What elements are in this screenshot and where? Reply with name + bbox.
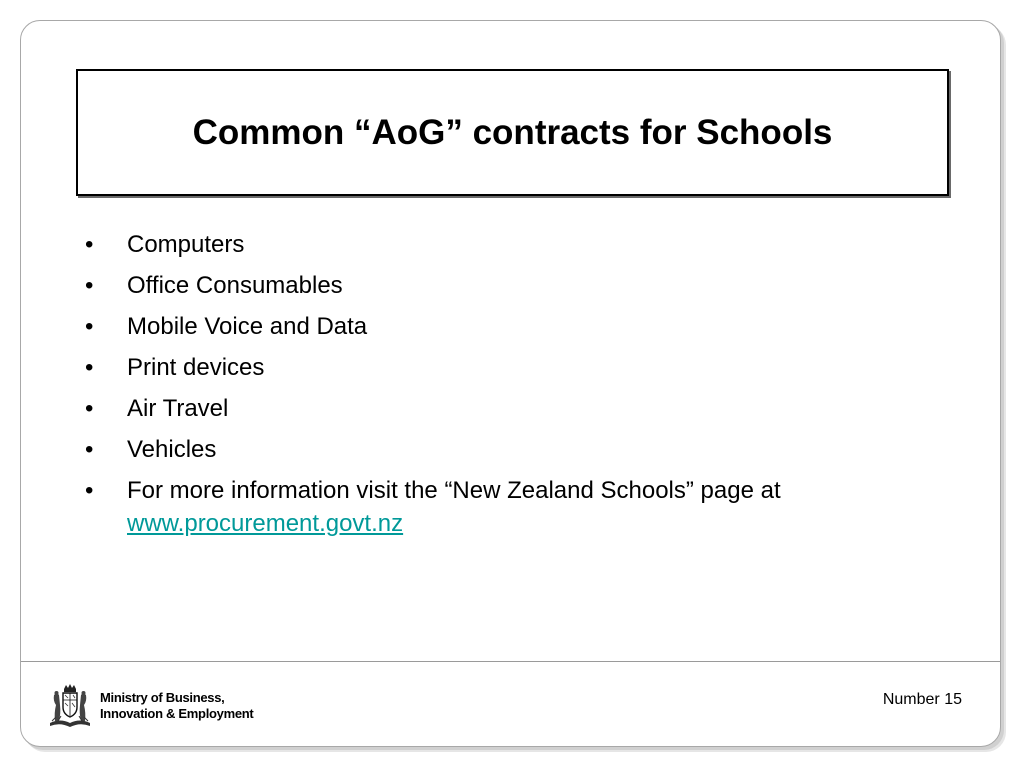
list-item bbox=[85, 351, 925, 384]
procurement-link[interactable]: www.procurement.govt.nz bbox=[127, 510, 404, 537]
list-item bbox=[85, 392, 925, 425]
ministry-logo bbox=[46, 683, 253, 729]
list-item bbox=[85, 228, 925, 261]
slide-title: Common “AoG” contracts for Schools bbox=[192, 112, 833, 152]
slide bbox=[20, 20, 1001, 747]
bullet-text: Vehicles bbox=[127, 436, 217, 463]
bullet-icon: • bbox=[85, 477, 94, 504]
bullet-text: Air Travel bbox=[127, 395, 229, 422]
list-item bbox=[85, 310, 925, 343]
bullet-icon: • bbox=[85, 354, 94, 381]
bullet-icon: • bbox=[85, 395, 94, 422]
ministry-name-line1: Ministry of Business, bbox=[100, 690, 225, 705]
info-text: For more information visit the “New Zealand Schools” page at bbox=[127, 477, 781, 504]
bullet-text: Print devices bbox=[127, 354, 265, 381]
nz-coat-of-arms-icon bbox=[46, 683, 94, 729]
list-item bbox=[85, 433, 925, 466]
footer-divider bbox=[21, 661, 1000, 662]
page-number: Number 15 bbox=[882, 691, 962, 708]
bullet-icon: • bbox=[85, 272, 94, 299]
bullet-icon: • bbox=[85, 436, 94, 463]
list-item bbox=[85, 474, 925, 540]
ministry-name bbox=[100, 690, 253, 722]
ministry-name-line2: Innovation & Employment bbox=[100, 706, 254, 721]
bullet-text: Office Consumables bbox=[127, 272, 343, 299]
bullet-text: Computers bbox=[127, 231, 245, 258]
title-box bbox=[76, 69, 949, 196]
bullet-icon: • bbox=[85, 313, 94, 340]
bullet-text: Mobile Voice and Data bbox=[127, 313, 368, 340]
list-item bbox=[85, 269, 925, 302]
bullet-icon: • bbox=[85, 231, 94, 258]
bullet-list bbox=[85, 228, 925, 548]
